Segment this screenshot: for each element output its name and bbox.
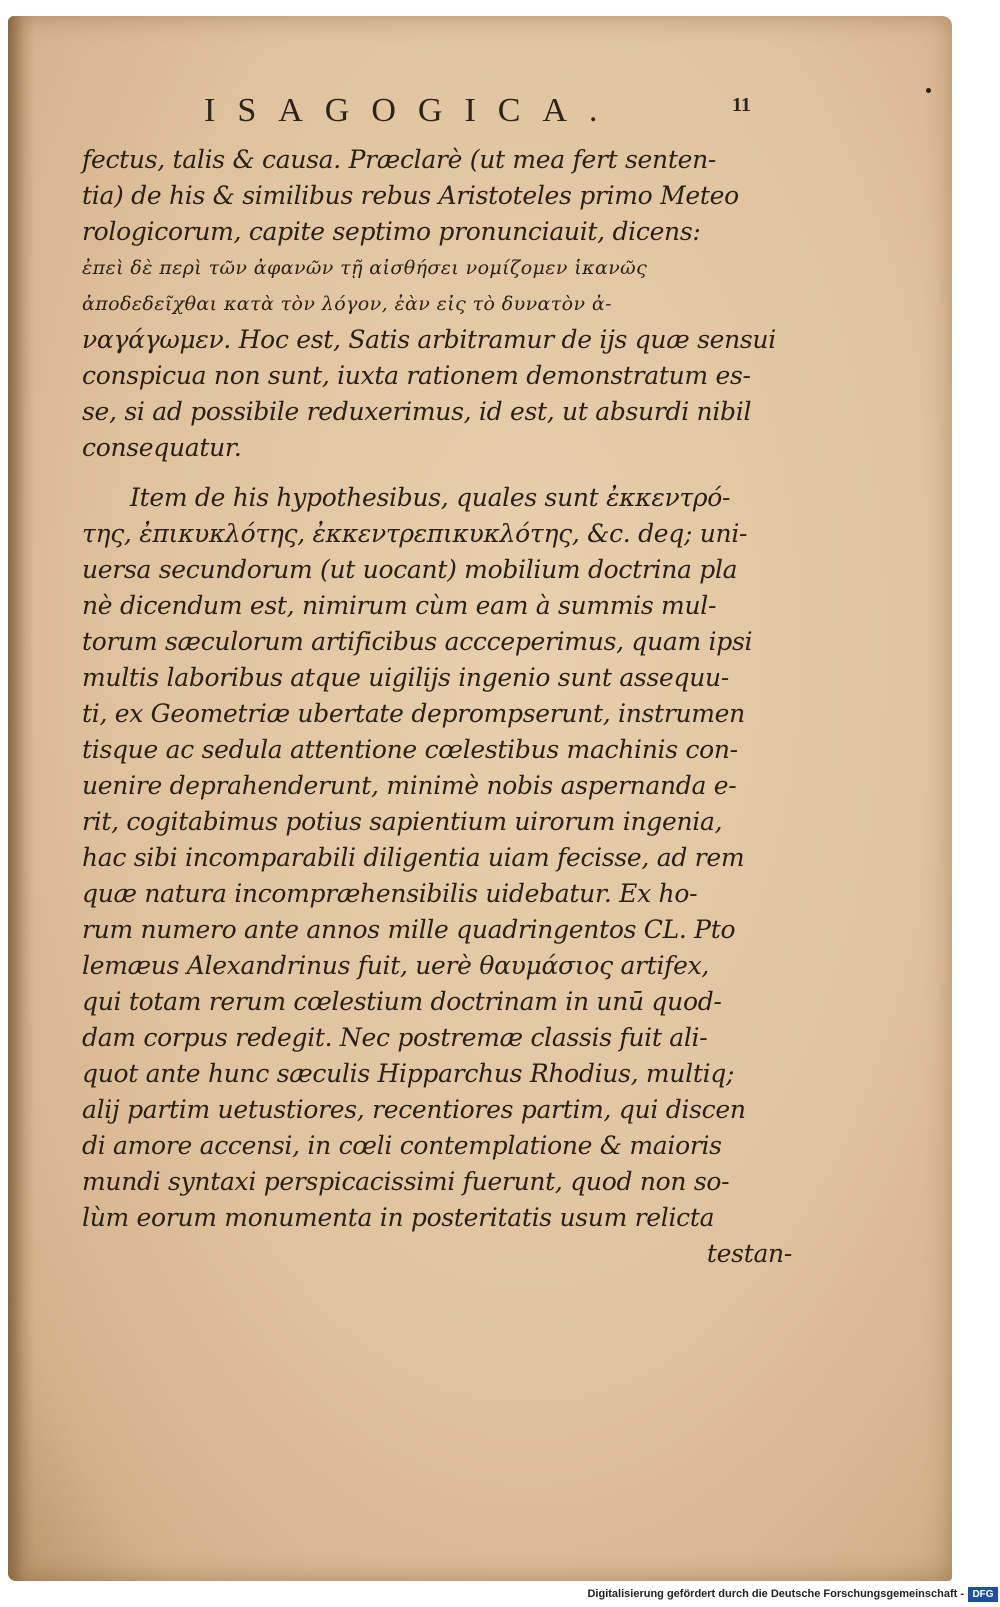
text-line: fectus, talis & causa. Præclarè (ut mea fert senten-: [82, 145, 717, 174]
text-line: ti, ex Geometriæ ubertate deprompserunt, instrumen: [82, 699, 745, 728]
text-line: dam corpus redegit. Nec postremæ classis fuit ali-: [82, 1023, 708, 1052]
dfg-logo: DFG: [968, 1587, 998, 1602]
text-line: alij partim uetustiores, recentiores partim, qui discen: [82, 1095, 746, 1124]
text-line: qui totam rerum cœlestium doctrinam in unū quod-: [82, 987, 722, 1016]
running-head: ISAGOGICA.: [204, 92, 620, 129]
text-line: rologicorum, capite septimo pronunciauit, dicens:: [82, 217, 701, 246]
text-line: της, ἐπικυκλότης, ἐκκεντρεπικυκλότης, &c. deq; uni-: [82, 519, 748, 548]
page-text-block: [82, 92, 802, 1272]
text-line: di amore accensi, in cœli contemplatione & maioris: [82, 1131, 722, 1160]
text-line: lùm eorum monumenta in posteritatis usum relicta: [82, 1203, 715, 1232]
text-line: uenire deprahenderunt, minimè nobis aspernanda e-: [82, 771, 737, 800]
text-line: consequatur.: [82, 433, 242, 462]
text-line: quæ natura incompræhensibilis uidebatur. Ex ho-: [82, 879, 698, 908]
ink-speck: [926, 88, 931, 93]
text-line: lemæus Alexandrinus fuit, uerè θαυμάσιος artifex,: [82, 951, 710, 980]
text-line: ναγάγωμεν. Hoc est, Satis arbitramur de ijs quæ sensui: [82, 325, 776, 354]
paragraph-first-line: Item de his hypothesibus, quales sunt ἐκκεντρό-: [130, 483, 731, 512]
text-line: tia) de his & similibus rebus Aristoteles primo Meteo: [82, 181, 739, 210]
text-line: rum numero ante annos mille quadringentos CL. Pto: [82, 915, 736, 944]
page-header: [82, 92, 802, 142]
funding-credit: Digitalisierung gefördert durch die Deutsche Forschungsgemeinschaft -: [587, 1588, 964, 1600]
text-line: se, si ad possibile reduxerimus, id est, ut absurdi nibil: [82, 397, 752, 426]
text-line: hac sibi incomparabili diligentia uiam fecisse, ad rem: [82, 843, 745, 872]
digitization-footer: [0, 1584, 1000, 1607]
text-line: tisque ac sedula attentione cœlestibus machinis con-: [82, 735, 738, 764]
text-line: quot ante hunc sæculis Hipparchus Rhodius, multiq;: [82, 1059, 735, 1088]
text-line: nè dicendum est, nimirum cùm eam à summis mul-: [82, 591, 717, 620]
folio-number: 11: [732, 94, 751, 116]
greek-text-line: ἐπεὶ δὲ περὶ τῶν ἀφανῶν τῇ αἰσθήσει νομίζομεν ἱκανῶς: [82, 257, 648, 279]
catchword: testan-: [706, 1239, 792, 1268]
text-line: rit, cogitabimus potius sapientium uirorum ingenia,: [82, 807, 723, 836]
text-line: uersa secundorum (ut uocant) mobilium doctrina pla: [82, 555, 738, 584]
text-line: torum sæculorum artificibus accceperimus, quam ipsi: [82, 627, 753, 656]
greek-text-line: ἀποδεδεῖχθαι κατὰ τὸν λόγον, ἐὰν εἰς τὸ δυνατὸν ἀ-: [82, 293, 612, 315]
text-line: multis laboribus atque uigilijs ingenio sunt assequu-: [82, 663, 729, 692]
paragraph-gap: [82, 466, 802, 480]
text-line: conspicua non sunt, iuxta rationem demonstratum es-: [82, 361, 751, 390]
text-line: mundi syntaxi perspicacissimi fuerunt, quod non so-: [82, 1167, 730, 1196]
